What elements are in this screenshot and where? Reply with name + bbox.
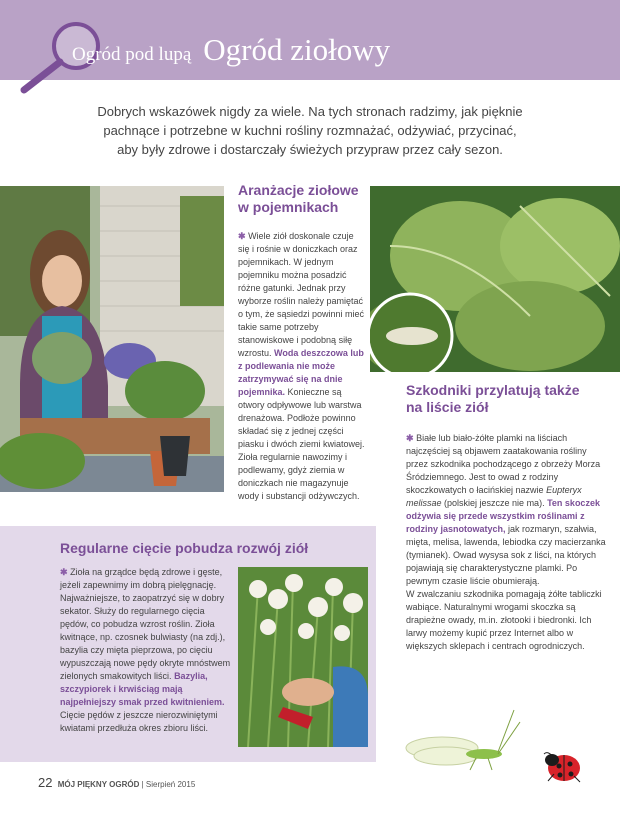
article1-p2: Konieczne są otwory odpływowe lub warstwa drenażowa. Podłoże powinno składać się z jednej części piasku i dwóch ziemi kwiatowej. xyxy=(238,387,365,449)
section-label: Ogród pod lupą xyxy=(72,44,192,65)
article1-p3: Zioła regularnie nawozimy i podlewamy, gdyż ziemia w doniczkach nie magazynuje wody i substancji odżywczych. xyxy=(238,452,360,501)
photo-cutting-chives xyxy=(238,567,368,747)
ladybug-icon xyxy=(540,744,586,784)
page-title xyxy=(72,32,390,68)
bullet-icon: ✱ xyxy=(60,567,68,577)
lacewing-icon xyxy=(404,706,522,780)
article1-heading: Aranżacje ziołowe w pojemnikach xyxy=(238,182,359,215)
article2-body xyxy=(406,432,606,653)
article1-bold: Woda deszczowa lub z podlewania nie może zatrzymywać się na dnie pojemnika. xyxy=(238,348,364,397)
title-text: Ogród ziołowy xyxy=(203,32,391,67)
box-heading: Regularne cięcie pobudza rozwój ziół xyxy=(60,540,309,556)
box-p2: Cięcie pędów z jeszcze nierozwiniętymi kwiatami przedłuża okres zbioru liści. xyxy=(60,710,218,733)
article2-p1b: (polskiej jeszcze nie ma). xyxy=(444,498,545,508)
article2-bold: Ten skoczek odżywia się przede wszystkim roślinami z rodziny jasnotowatych, xyxy=(406,498,600,534)
photo-woman-with-herbs xyxy=(0,186,224,492)
photo-leaves-with-leafhopper xyxy=(370,186,620,372)
box-p1: Zioła na grządce będą zdrowe i gęste, jeżeli zapewnimy im dobrą pielęgnację. Najważniejsze, to zaopatrzyć się w dobry sekator. Służy do regularnego cięcia pędów, co pobudza wzrost roślin. Zioła kwitnące, np. czosnek bulwiasty (na zdj.), bazylia czy mięta pieprzowa, po cięciu wypuszczają nowe pędy okryte mnóstwem zielonych smakowitych liści. xyxy=(60,567,231,681)
bullet-icon: ✱ xyxy=(238,231,246,241)
box-body xyxy=(60,566,232,735)
article2-p2: jak rozmaryn, szałwia, mięta, melisa, lawenda, lebiodka czy macierzanka (tymianek). Owad wysysa sok z liści, na których pojawiają się charakterystyczne plamki. Po pewnym czasie liście obumierają. xyxy=(406,524,606,586)
page-number: 22 xyxy=(38,775,53,790)
article2-latin-name: Eupteryx melissae xyxy=(406,485,582,508)
page-footer xyxy=(38,775,195,790)
article1-body xyxy=(238,230,366,503)
article2-heading: Szkodniki przylatują także na liście ziół xyxy=(406,382,580,415)
magazine-name: MÓJ PIĘKNY OGRÓD xyxy=(57,780,140,789)
article2-p3: W zwalczaniu szkodnika pomagają żółte tabliczki wabiące. Naturalnymi wrogami skoczka są drapieżne owady, m.in. złotooki i biedronki. Ich larwy możemy kupić przez Internet albo w większych sklepach i centrach ogrodniczych. xyxy=(406,589,602,651)
bullet-icon: ✱ xyxy=(406,433,414,443)
issue-date: | Sierpień 2015 xyxy=(141,780,196,789)
intro-paragraph: Dobrych wskazówek nigdy za wiele. Na tych stronach radzimy, jak pięknie pachnące i potrzebne w kuchni rośliny rozmnażać, odżywiać, przycinać, aby były zdrowe i dostarczały świeżych przypraw przez cały sezon. xyxy=(97,104,523,157)
article2-p1: Białe lub biało-żółte plamki na liściach najczęściej są objawem zaatakowania rośliny przez szkodnika pochodzącego z obrzeży Morza Śródziemnego. Jest to owad z rodziny skoczkowatych o łacińskiej nazwie xyxy=(406,433,601,495)
box-bold: Bazylia, szczypiorek i krwiściąg mają najpełniejszy smak przed kwitnieniem. xyxy=(60,671,225,707)
article1-p1: Wiele ziół doskonale czuje się i rośnie w doniczkach oraz pojemnikach. W jednym pojemniku można posadzić różne gatunki. Jednak przy wyborze roślin należy pamiętać o tym, że sąsiedzi powinni mieć takie same potrzeby stanowiskowe i podobną siłę wzrostu. xyxy=(238,231,365,358)
